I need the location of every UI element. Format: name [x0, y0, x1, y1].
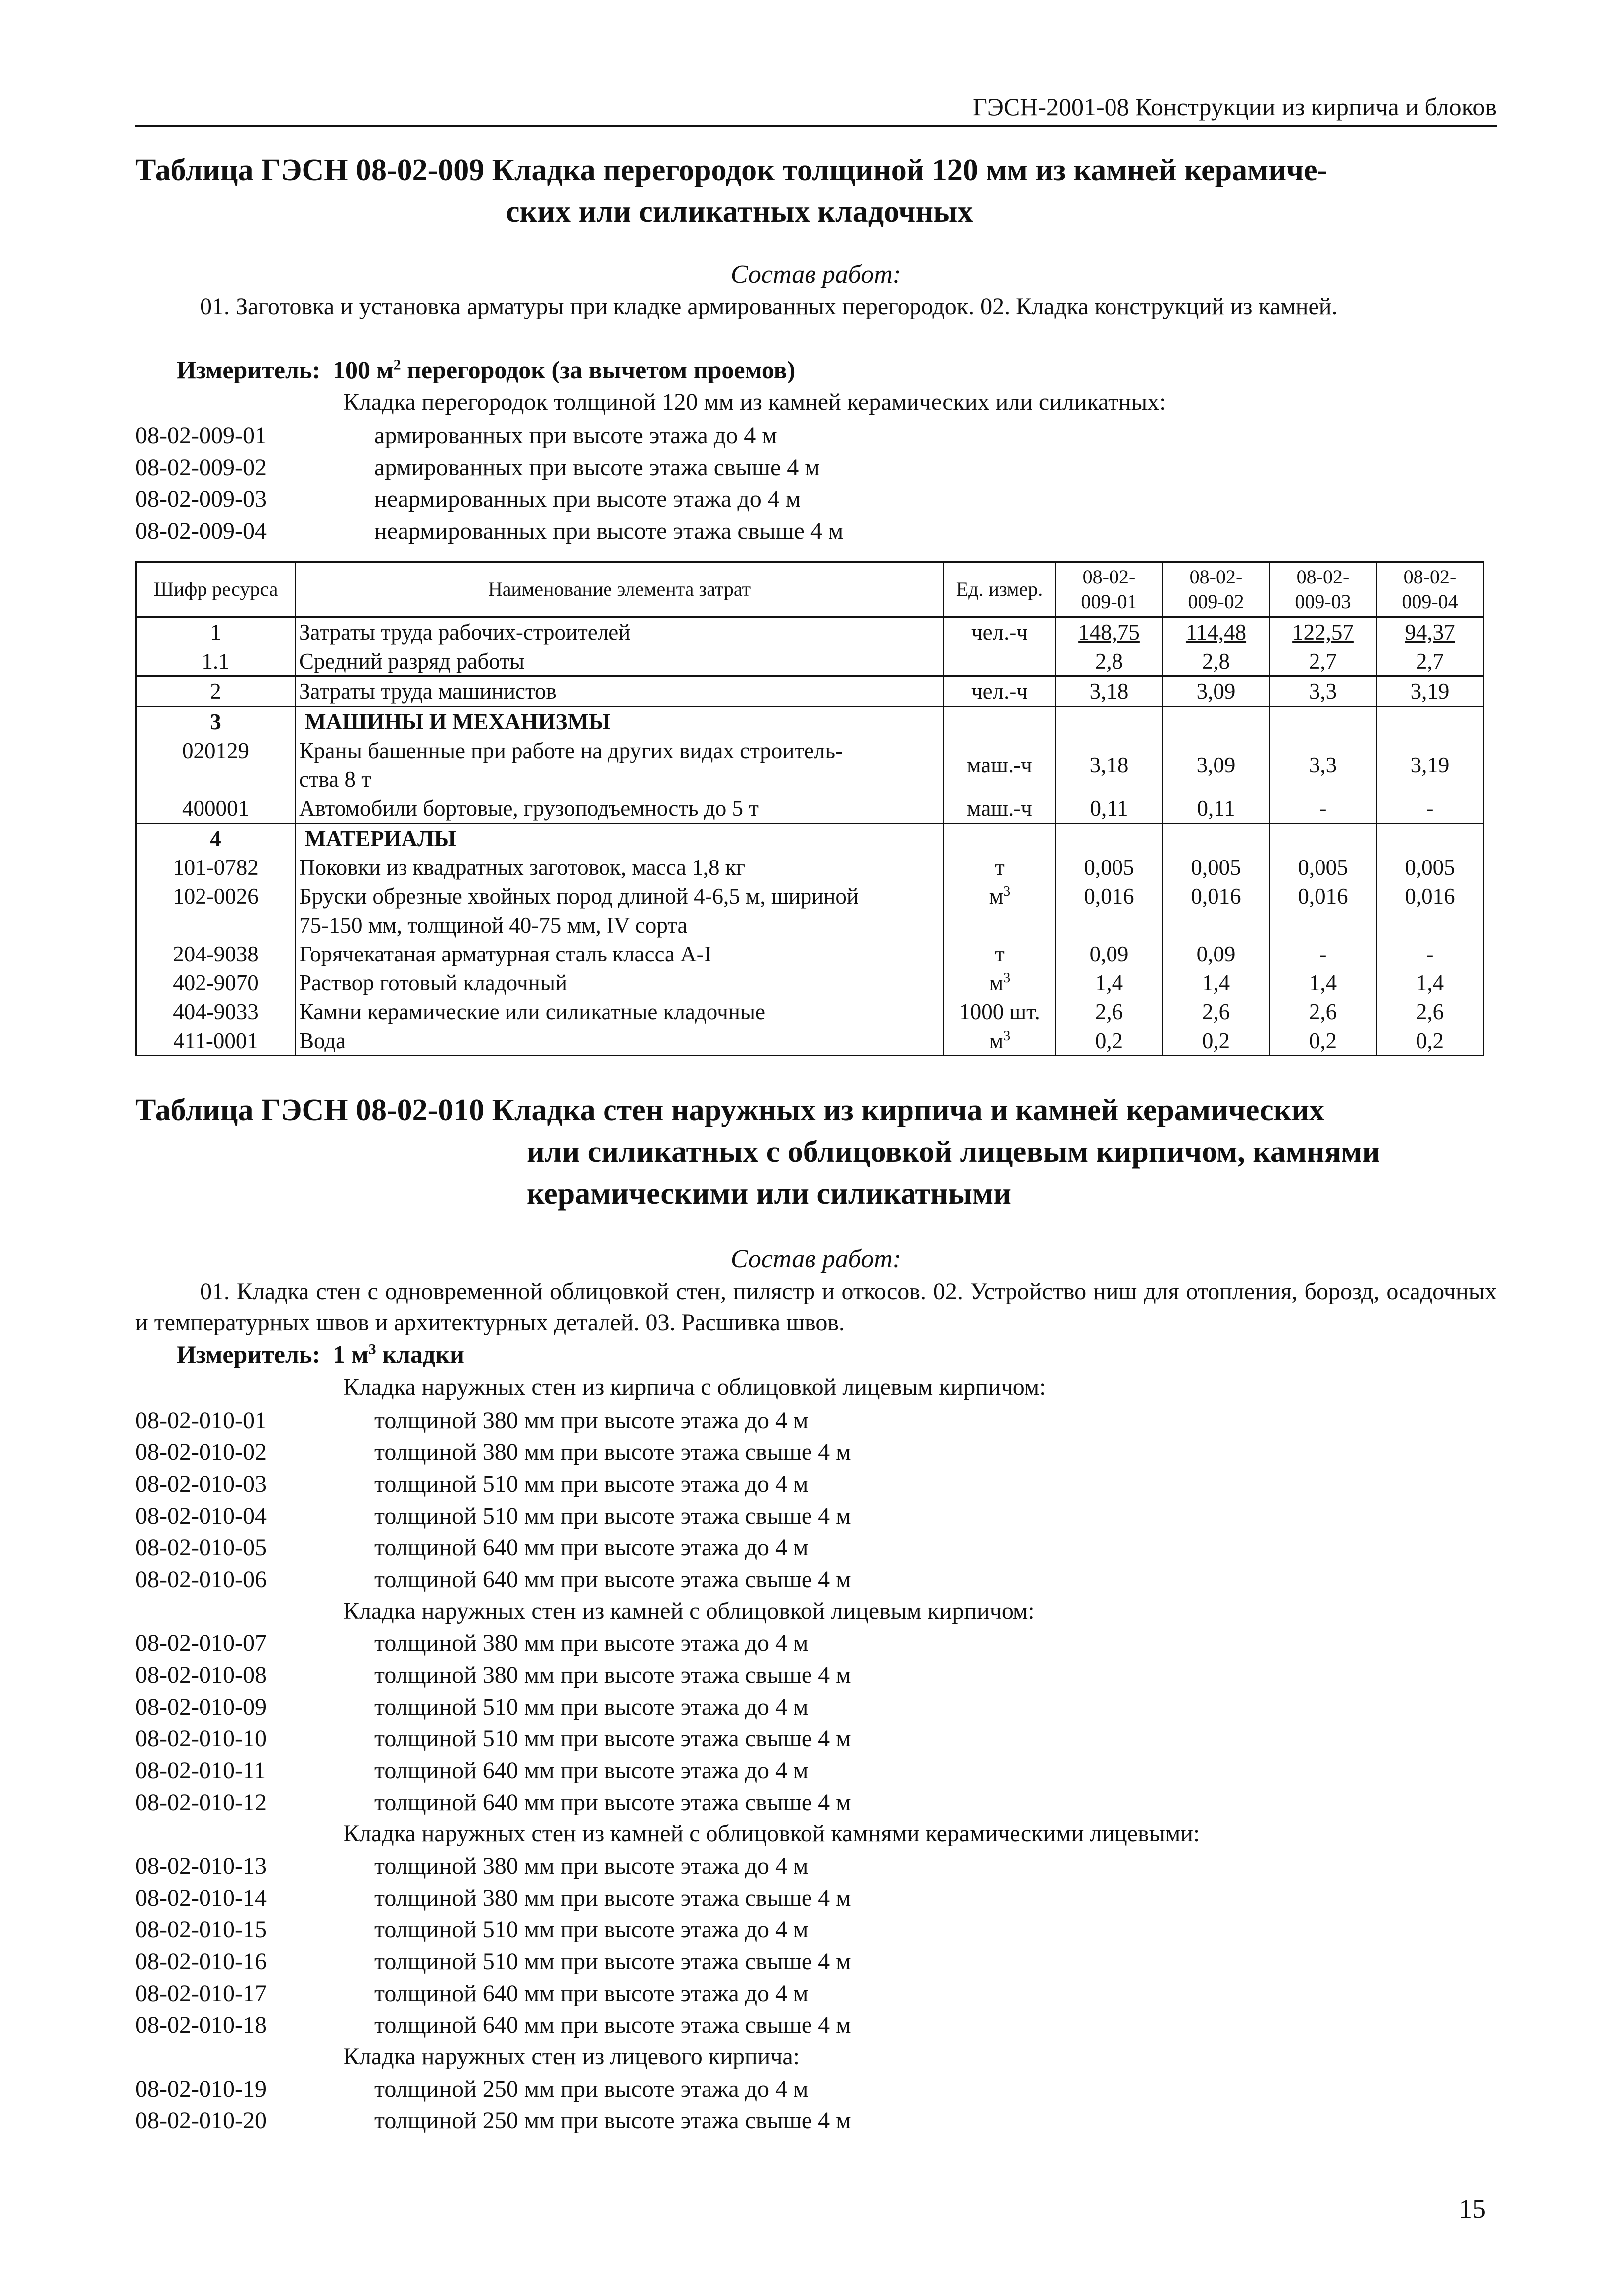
col-header-variant — [1056, 562, 1163, 617]
table2-variant-code: 08-02-010-14 — [135, 1885, 267, 1911]
cell-empty — [1270, 707, 1377, 737]
cell-value: 0,005 — [1377, 853, 1484, 882]
cell-value: 2,6 — [1270, 997, 1377, 1026]
table2-variant-code: 08-02-010-17 — [135, 1980, 267, 2007]
cell-name-line1: Краны башенные при работе на других видах строитель- — [299, 738, 843, 763]
cell-code: 101-0782 — [136, 853, 296, 882]
cell-value: 1,4 — [1163, 968, 1270, 997]
table2-variant-code: 08-02-010-04 — [135, 1503, 267, 1529]
cell-value: 1,4 — [1270, 968, 1377, 997]
table1-work-heading: Состав работ: — [730, 260, 902, 288]
table2-meter-prefix: Измеритель: — [177, 1340, 321, 1368]
table1-group-label: Кладка перегородок толщиной 120 мм из камней керамических или силикатных: — [343, 389, 1166, 415]
cell-unit: маш.-ч — [944, 736, 1056, 794]
table-row — [136, 997, 1484, 1026]
cell-value: 0,005 — [1270, 853, 1377, 882]
cell-name: Вода — [296, 1026, 944, 1056]
col-header-variant — [1377, 562, 1484, 617]
cell-code: 204-9038 — [136, 940, 296, 968]
cell-unit-sup: 3 — [1003, 884, 1011, 899]
cell-value: 2,6 — [1377, 997, 1484, 1026]
col-header-variant-bottom: 009-01 — [1081, 590, 1137, 613]
col-header-variant — [1163, 562, 1270, 617]
cell-name: Раствор готовый кладочный — [296, 968, 944, 997]
cell-value: 3,09 — [1163, 736, 1270, 794]
table2-variant-code: 08-02-010-01 — [135, 1407, 267, 1434]
table1-variant-code: 08-02-009-01 — [135, 422, 267, 449]
resource-table — [135, 561, 1484, 1056]
table2-variant-code: 08-02-010-12 — [135, 1789, 267, 1816]
table1-meter-suffix: перегородок (за вычетом проемов) — [407, 356, 796, 383]
cell-value: 114,48 — [1163, 617, 1270, 647]
cell-empty — [1163, 707, 1270, 737]
cell-value: 0,2 — [1056, 1026, 1163, 1056]
table2-variant-text: толщиной 640 мм при высоте этажа до 4 м — [374, 1534, 809, 1561]
cell-value: 2,6 — [1056, 997, 1163, 1026]
cell-value: 0,016 — [1163, 882, 1270, 940]
table2-group-label: Кладка наружных стен из кирпича с облицовкой лицевым кирпичом: — [343, 1374, 1046, 1400]
cell-name: Автомобили бортовые, грузоподъемность до 5 т — [296, 794, 944, 824]
cell-code: 4 — [136, 824, 296, 854]
cell-unit — [944, 647, 1056, 676]
cell-unit: т — [944, 940, 1056, 968]
table1-variant-code: 08-02-009-02 — [135, 454, 267, 480]
cell-value: 3,3 — [1270, 676, 1377, 707]
table2-variant-text: толщиной 510 мм при высоте этажа свыше 4 м — [374, 1725, 851, 1752]
table2-variant-code: 08-02-010-16 — [135, 1948, 267, 1975]
cell-value: 2,8 — [1163, 647, 1270, 676]
cell-empty — [1270, 824, 1377, 854]
table2-meter-suffix: кладки — [382, 1340, 464, 1368]
table2-variant-code: 08-02-010-06 — [135, 1566, 267, 1593]
table2-variant-code: 08-02-010-02 — [135, 1439, 267, 1465]
cell-value: 0,016 — [1056, 882, 1163, 940]
cell-code: 411-0001 — [136, 1026, 296, 1056]
table2-meter — [177, 1339, 464, 1370]
cell-section-title: МАШИНЫ И МЕХАНИЗМЫ — [296, 707, 944, 737]
cell-code: 402-9070 — [136, 968, 296, 997]
table2-variant-text: толщиной 510 мм при высоте этажа свыше 4 м — [374, 1503, 851, 1529]
cell-section-title: МАТЕРИАЛЫ — [296, 824, 944, 854]
table1-meter-prefix: Измеритель: — [177, 356, 321, 383]
cell-value: 0,005 — [1056, 853, 1163, 882]
table2-variant-text: толщиной 380 мм при высоте этажа свыше 4 м — [374, 1439, 851, 1465]
table1-work-text — [135, 291, 1497, 322]
table2-variant-code: 08-02-010-18 — [135, 2012, 267, 2038]
cell-value: 94,37 — [1377, 617, 1484, 647]
col-header-variant-bottom: 009-03 — [1295, 590, 1351, 613]
cell-code: 1 — [136, 617, 296, 647]
table2-meter-value: 1 м — [333, 1340, 369, 1368]
cell-value: 0,09 — [1163, 940, 1270, 968]
cell-unit — [944, 968, 1056, 997]
cell-unit-text: м — [989, 884, 1004, 909]
cell-value: 148,75 — [1056, 617, 1163, 647]
table-row — [136, 794, 1484, 824]
cell-value: 1,4 — [1377, 968, 1484, 997]
table2-variant-code: 08-02-010-05 — [135, 1534, 267, 1561]
cell-value: 0,016 — [1270, 882, 1377, 940]
table2-variant-text: толщиной 640 мм при высоте этажа свыше 4 м — [374, 1789, 851, 1816]
col-header-variant-bottom: 009-02 — [1188, 590, 1244, 613]
table1-variant-text: неармированных при высоте этажа свыше 4 м — [374, 518, 844, 544]
page-number: 15 — [1459, 2194, 1486, 2224]
table2-variant-code: 08-02-010-15 — [135, 1916, 267, 1943]
cell-name-line2: 75-150 мм, толщиной 40-75 мм, IV сорта — [299, 913, 688, 938]
table2-variant-code: 08-02-010-20 — [135, 2107, 267, 2134]
table2-variant-text: толщиной 510 мм при высоте этажа до 4 м — [374, 1694, 809, 1720]
cell-unit-text: м — [989, 970, 1004, 995]
cell-code: 404-9033 — [136, 997, 296, 1026]
cell-value: 3,19 — [1377, 736, 1484, 794]
cell-code: 102-0026 — [136, 882, 296, 940]
cell-name-line1: Бруски обрезные хвойных пород длиной 4-6,5 м, шириной — [299, 884, 859, 909]
cell-value: 2,6 — [1163, 997, 1270, 1026]
table1-variant-text: армированных при высоте этажа до 4 м — [374, 422, 777, 449]
cell-unit: маш.-ч — [944, 794, 1056, 824]
cell-unit: 1000 шт. — [944, 997, 1056, 1026]
table2-group-label: Кладка наружных стен из камней с облицовкой лицевым кирпичом: — [343, 1598, 1035, 1624]
table-row — [136, 736, 1484, 794]
col-header-variant-top: 08-02- — [1189, 566, 1243, 588]
table-section-row — [136, 707, 1484, 737]
table2-variant-text: толщиной 640 мм при высоте этажа свыше 4 м — [374, 1566, 851, 1593]
cell-empty — [1377, 824, 1484, 854]
table1-title-line1: Таблица ГЭСН 08-02-009 Кладка перегородок толщиной 120 мм из камней керамиче- — [135, 153, 1328, 187]
cell-name: Средний разряд работы — [296, 647, 944, 676]
table2-variant-text: толщиной 640 мм при высоте этажа до 4 м — [374, 1980, 809, 2007]
cell-value: - — [1377, 940, 1484, 968]
cell-code: 2 — [136, 676, 296, 707]
cell-code: 3 — [136, 707, 296, 737]
col-header-variant-bottom: 009-04 — [1402, 590, 1458, 613]
cell-empty — [1056, 824, 1163, 854]
table1-variant-code: 08-02-009-03 — [135, 486, 267, 512]
table-row — [136, 676, 1484, 707]
table2-variant-text: толщиной 380 мм при высоте этажа свыше 4 м — [374, 1885, 851, 1911]
table1-variant-text: армированных при высоте этажа свыше 4 м — [374, 454, 820, 480]
cell-value: 0,2 — [1270, 1026, 1377, 1056]
table1-meter-sup: 2 — [393, 356, 401, 373]
cell-name — [296, 736, 944, 794]
col-header-variant-top: 08-02- — [1082, 566, 1136, 588]
table1-work-text-content: 01. Заготовка и установка арматуры при кладке армированных перегородок. 02. Кладка конструкций из камней. — [200, 293, 1338, 320]
cell-empty — [1377, 707, 1484, 737]
table2-title — [135, 1089, 1497, 1215]
cell-value: 3,09 — [1163, 676, 1270, 707]
table2-variant-text: толщиной 380 мм при высоте этажа до 4 м — [374, 1407, 809, 1434]
table2-group-label: Кладка наружных стен из лицевого кирпича: — [343, 2043, 800, 2070]
cell-value: 0,016 — [1377, 882, 1484, 940]
table-row — [136, 647, 1484, 676]
cell-value: 122,57 — [1270, 617, 1377, 647]
cell-value: 3,18 — [1056, 676, 1163, 707]
table2-work-text-content: 01. Кладка стен с одновременной облицовкой стен, пилястр и откосов. 02. Устройство ниш для отопления, борозд, осадочных и температурных швов и архитектурных деталей. 03. Расшивка швов. — [135, 1278, 1497, 1336]
table2-variant-text: толщиной 640 мм при высоте этажа до 4 м — [374, 1757, 809, 1784]
cell-value: - — [1270, 940, 1377, 968]
cell-unit — [944, 882, 1056, 940]
cell-value: 0,11 — [1163, 794, 1270, 824]
table2-title-line2: или силикатных с облицовкой лицевым кирпичом, камнями — [527, 1135, 1380, 1169]
table-row — [136, 940, 1484, 968]
table2-variant-text: толщиной 380 мм при высоте этажа свыше 4 м — [374, 1662, 851, 1688]
cell-unit: т — [944, 853, 1056, 882]
col-header-name: Наименование элемента затрат — [296, 562, 944, 617]
table1-title-line2: ских или силикатных кладочных — [506, 195, 973, 229]
cell-value: 3,3 — [1270, 736, 1377, 794]
cell-value: 3,19 — [1377, 676, 1484, 707]
cell-unit: чел.-ч — [944, 676, 1056, 707]
table-row — [136, 968, 1484, 997]
running-header: ГЭСН-2001-08 Конструкции из кирпича и блоков — [135, 91, 1497, 127]
col-header-variant-top: 08-02- — [1296, 566, 1350, 588]
cell-value: 2,8 — [1056, 647, 1163, 676]
table2-variant-text: толщиной 250 мм при высоте этажа до 4 м — [374, 2076, 809, 2102]
cell-empty — [1056, 707, 1163, 737]
table1-meter — [177, 354, 795, 385]
table1-meter-value: 100 м — [333, 356, 394, 383]
cell-code: 020129 — [136, 736, 296, 794]
cell-code: 1.1 — [136, 647, 296, 676]
cell-value: 0,2 — [1377, 1026, 1484, 1056]
table2-work-text — [135, 1276, 1497, 1338]
table2-work-heading: Состав работ: — [730, 1245, 902, 1273]
table2-title-line1: Таблица ГЭСН 08-02-010 Кладка стен наружных из кирпича и камней керамических — [135, 1093, 1325, 1127]
table2-variant-code: 08-02-010-03 — [135, 1471, 267, 1497]
col-header-variant-top: 08-02- — [1403, 566, 1457, 588]
cell-value: 0,09 — [1056, 940, 1163, 968]
cell-code: 400001 — [136, 794, 296, 824]
cell-name: Затраты труда рабочих-строителей — [296, 617, 944, 647]
table2-meter-sup: 3 — [368, 1341, 376, 1358]
cell-name: Горячекатаная арматурная сталь класса А-I — [296, 940, 944, 968]
table2-variant-code: 08-02-010-07 — [135, 1630, 267, 1656]
table1-variant-text: неармированных при высоте этажа до 4 м — [374, 486, 801, 512]
col-header-unit: Ед. измер. — [944, 562, 1056, 617]
cell-name: Камни керамические или силикатные кладочные — [296, 997, 944, 1026]
table2-variant-text: толщиной 510 мм при высоте этажа до 4 м — [374, 1916, 809, 1943]
table2-variant-code: 08-02-010-11 — [135, 1757, 266, 1784]
cell-value: - — [1270, 794, 1377, 824]
cell-unit-text: м — [989, 1028, 1004, 1053]
cell-value: 2,7 — [1270, 647, 1377, 676]
table1-title — [135, 149, 1497, 233]
table-row — [136, 882, 1484, 940]
table2-variant-text: толщиной 380 мм при высоте этажа до 4 м — [374, 1853, 809, 1879]
cell-empty — [944, 707, 1056, 737]
cell-value: 3,18 — [1056, 736, 1163, 794]
table2-variant-code: 08-02-010-10 — [135, 1725, 267, 1752]
cell-unit — [944, 1026, 1056, 1056]
table2-variant-code: 08-02-010-08 — [135, 1662, 267, 1688]
cell-unit-sup: 3 — [1003, 970, 1011, 986]
cell-name: Затраты труда машинистов — [296, 676, 944, 707]
table-row — [136, 1026, 1484, 1056]
cell-unit-sup: 3 — [1003, 1028, 1011, 1044]
col-header-code: Шифр ресурса — [136, 562, 296, 617]
cell-name: Поковки из квадратных заготовок, масса 1,8 кг — [296, 853, 944, 882]
table-section-row — [136, 824, 1484, 854]
table2-variant-text: толщиной 510 мм при высоте этажа свыше 4 м — [374, 1948, 851, 1975]
table2-variant-code: 08-02-010-19 — [135, 2076, 267, 2102]
cell-value: - — [1377, 794, 1484, 824]
table2-variant-code: 08-02-010-09 — [135, 1694, 267, 1720]
cell-empty — [944, 824, 1056, 854]
cell-value: 2,7 — [1377, 647, 1484, 676]
table2-variant-text: толщиной 640 мм при высоте этажа свыше 4 м — [374, 2012, 851, 2038]
table-header-row — [136, 562, 1484, 617]
cell-unit: чел.-ч — [944, 617, 1056, 647]
cell-empty — [1163, 824, 1270, 854]
table2-variant-text: толщиной 510 мм при высоте этажа до 4 м — [374, 1471, 809, 1497]
col-header-variant — [1270, 562, 1377, 617]
cell-value: 0,2 — [1163, 1026, 1270, 1056]
cell-value: 0,11 — [1056, 794, 1163, 824]
table-row — [136, 853, 1484, 882]
cell-name-line2: ства 8 т — [299, 767, 371, 792]
table2-variant-text: толщиной 250 мм при высоте этажа свыше 4 м — [374, 2107, 851, 2134]
table2-variant-text: толщиной 380 мм при высоте этажа до 4 м — [374, 1630, 809, 1656]
table2-title-line3: керамическими или силикатными — [527, 1177, 1011, 1211]
table-row — [136, 617, 1484, 647]
table2-group-label: Кладка наружных стен из камней с облицовкой камнями керамическими лицевыми: — [343, 1820, 1200, 1847]
table2-variant-code: 08-02-010-13 — [135, 1853, 267, 1879]
cell-value: 1,4 — [1056, 968, 1163, 997]
table1-variant-code: 08-02-009-04 — [135, 518, 267, 544]
cell-value: 0,005 — [1163, 853, 1270, 882]
cell-name — [296, 882, 944, 940]
